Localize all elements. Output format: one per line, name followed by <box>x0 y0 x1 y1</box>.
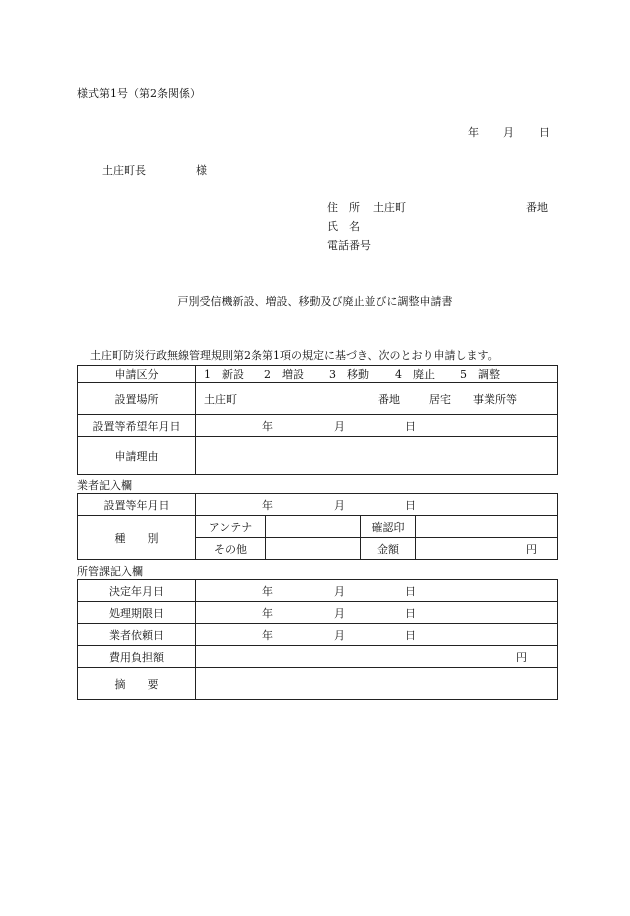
install-month: 月 <box>334 498 345 512</box>
location-town: 土庄町 <box>204 392 237 406</box>
request-type-row <box>78 366 558 383</box>
request-year: 年 <box>262 628 273 642</box>
request-type-options[interactable] <box>196 366 558 383</box>
install-day: 日 <box>405 498 416 512</box>
location-kinds[interactable]: 居宅 事業所等 <box>429 392 517 406</box>
request-month: 月 <box>334 628 345 642</box>
office-table <box>77 579 558 700</box>
address-banchi: 番地 <box>526 201 548 214</box>
option-adjust[interactable]: 5 調整 <box>460 368 500 381</box>
decision-month: 月 <box>334 584 345 598</box>
cost-yen: 円 <box>516 650 527 664</box>
document-title: 戸別受信機新設、増設、移動及び廃止並びに調整申請書 <box>177 295 453 308</box>
decision-day: 日 <box>405 584 416 598</box>
contractor-section-heading: 業者記入欄 <box>77 479 132 492</box>
intro-text: 土庄町防災行政無線管理規則第2条第1項の規定に基づき、次のとおり申請します。 <box>90 349 499 362</box>
desired-date-label: 設置等希望年月日 <box>78 415 196 437</box>
other-field[interactable] <box>266 538 361 560</box>
decision-date-label: 決定年月日 <box>78 580 196 602</box>
install-date-field[interactable] <box>196 494 558 516</box>
desired-month: 月 <box>334 419 345 433</box>
location-row <box>78 383 558 415</box>
address-town: 土庄町 <box>373 201 406 214</box>
option-new[interactable]: 1 新設 <box>204 368 244 381</box>
cost-row <box>78 646 558 668</box>
application-table <box>77 365 558 475</box>
type-label: 種 別 <box>78 516 196 560</box>
office-section-heading: 所管課記入欄 <box>77 565 143 578</box>
install-year: 年 <box>262 498 273 512</box>
install-date-row <box>78 494 558 516</box>
addressee-honorific: 様 <box>196 164 207 177</box>
amount-field[interactable] <box>416 538 558 560</box>
decision-date-field[interactable] <box>196 580 558 602</box>
option-move[interactable]: 3 移動 <box>329 368 369 381</box>
date-day-label: 日 <box>539 126 550 139</box>
deadline-field[interactable] <box>196 602 558 624</box>
remarks-row <box>78 668 558 700</box>
request-date-label: 業者依頼日 <box>78 624 196 646</box>
desired-date-row <box>78 415 558 437</box>
phone-label: 電話番号 <box>327 239 371 252</box>
confirm-stamp-label: 確認印 <box>361 516 416 538</box>
cost-field[interactable] <box>196 646 558 668</box>
request-date-field[interactable] <box>196 624 558 646</box>
location-label: 設置場所 <box>78 383 196 415</box>
option-add[interactable]: 2 増設 <box>264 368 304 381</box>
location-banchi: 番地 <box>378 392 400 406</box>
deadline-label: 処理期限日 <box>78 602 196 624</box>
decision-date-row <box>78 580 558 602</box>
request-type-label: 申請区分 <box>78 366 196 383</box>
confirm-stamp-field[interactable] <box>416 516 558 538</box>
antenna-row <box>78 516 558 538</box>
reason-label: 申請理由 <box>78 437 196 475</box>
desired-date-field[interactable] <box>196 415 558 437</box>
reason-field[interactable] <box>196 437 558 475</box>
amount-label: 金額 <box>361 538 416 560</box>
name-label: 氏 名 <box>327 220 360 233</box>
addressee-name: 土庄町長 <box>102 164 146 177</box>
install-date-label: 設置等年月日 <box>78 494 196 516</box>
remarks-field[interactable] <box>196 668 558 700</box>
desired-day: 日 <box>405 419 416 433</box>
desired-year: 年 <box>262 419 273 433</box>
request-date-row <box>78 624 558 646</box>
reason-row <box>78 437 558 475</box>
form-number: 様式第1号（第2条関係） <box>77 87 201 100</box>
date-year-label: 年 <box>468 126 479 139</box>
deadline-day: 日 <box>405 606 416 620</box>
antenna-label: アンテナ <box>196 516 266 538</box>
option-abolish[interactable]: 4 廃止 <box>395 368 435 381</box>
deadline-row <box>78 602 558 624</box>
decision-year: 年 <box>262 584 273 598</box>
deadline-month: 月 <box>334 606 345 620</box>
cost-label: 費用負担額 <box>78 646 196 668</box>
date-month-label: 月 <box>503 126 514 139</box>
remarks-label: 摘 要 <box>78 668 196 700</box>
contractor-table <box>77 493 558 560</box>
other-label: その他 <box>196 538 266 560</box>
amount-yen: 円 <box>526 542 537 556</box>
request-day: 日 <box>405 628 416 642</box>
deadline-year: 年 <box>262 606 273 620</box>
location-field[interactable] <box>196 383 558 415</box>
address-label: 住 所 <box>327 201 360 214</box>
antenna-field[interactable] <box>266 516 361 538</box>
